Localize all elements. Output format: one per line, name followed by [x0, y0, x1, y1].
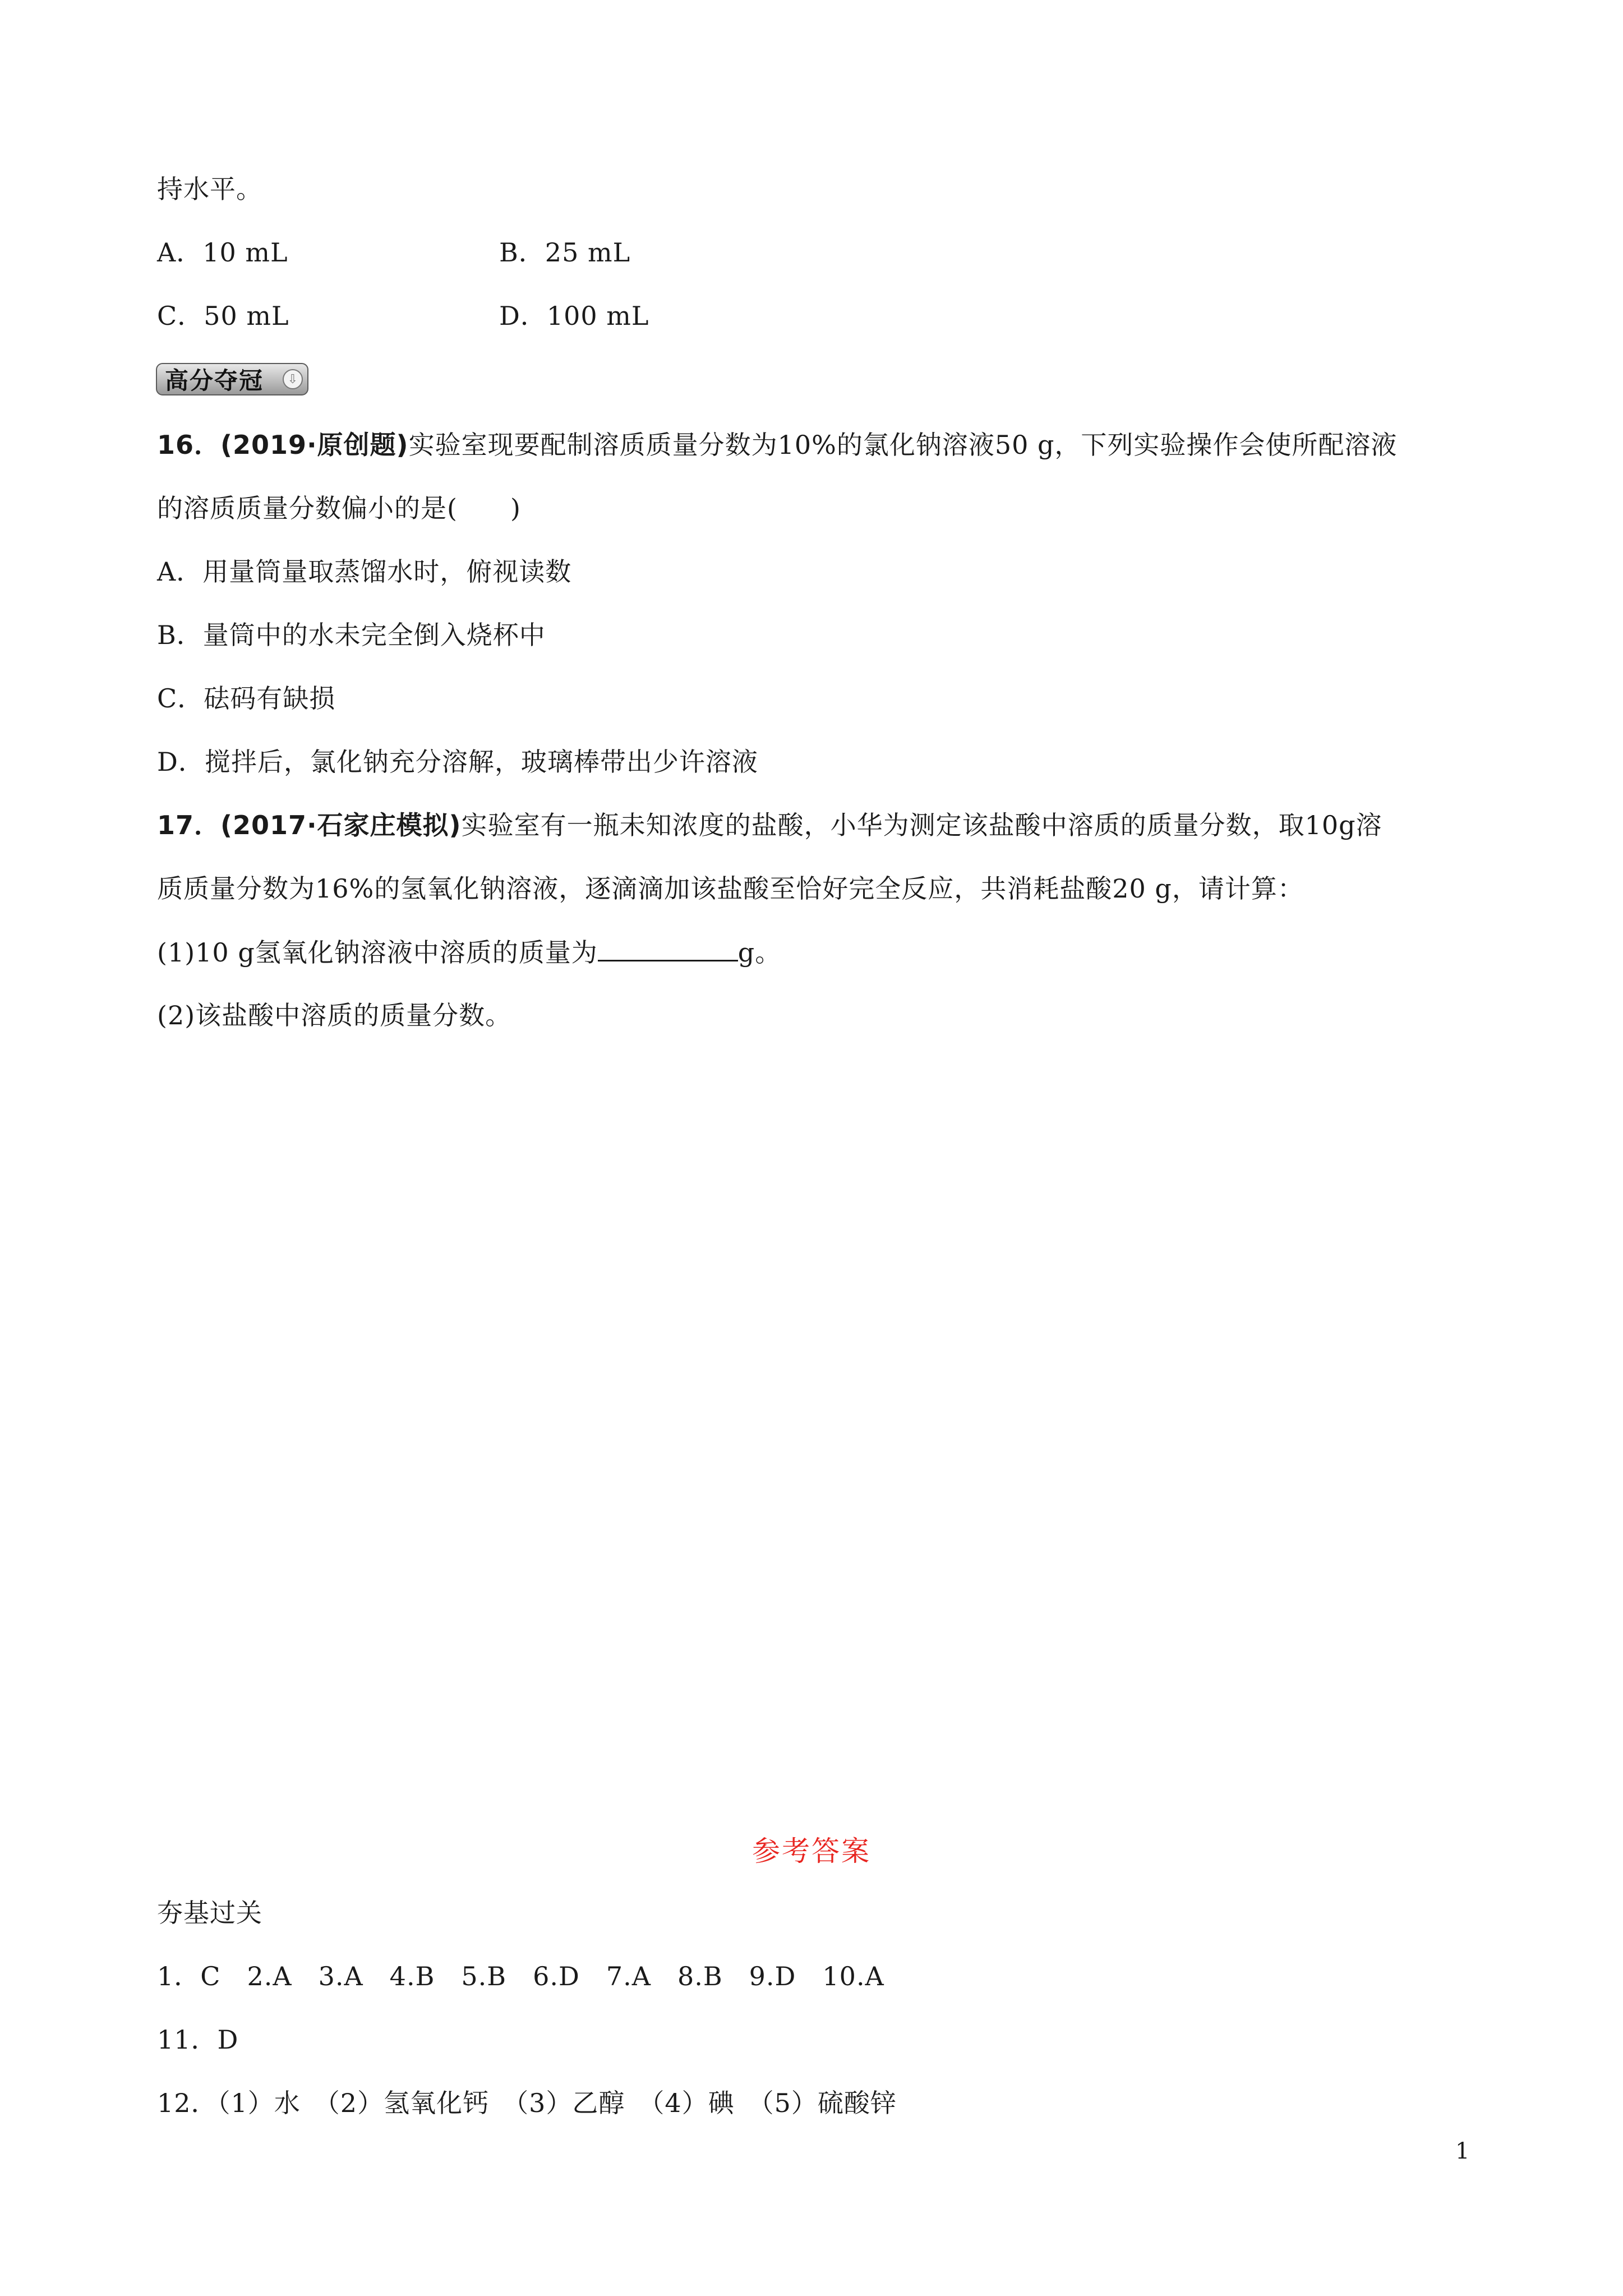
answers-title: 参考答案: [752, 1835, 871, 1867]
answers-line2: 11．D: [157, 2024, 239, 2055]
page-number: 1: [1455, 2138, 1470, 2164]
q16-stem-line1: [157, 428, 1397, 462]
q17-sub1-prefix: (1)10 g氢氧化钠溶液中溶质的质量为: [157, 937, 598, 968]
q17-stem-line1: [157, 808, 1382, 842]
q16-source: (2019·原创题): [220, 430, 409, 460]
q16-option-b: B．量筒中的水未完全倒入烧杯中: [157, 620, 546, 650]
section-badge-label: 高分夺冠: [165, 367, 264, 394]
q16-option-c: C．砝码有缺损: [157, 683, 336, 714]
q16-number: 16．: [157, 430, 221, 460]
q15-option-b: B．25 mL: [499, 237, 631, 268]
q16-stem-text1: 实验室现要配制溶质质量分数为10%的氯化钠溶液50 g，下列实验操作会使所配溶液: [408, 430, 1398, 460]
q17-stem-text1: 实验室有一瓶未知浓度的盐酸，小华为测定该盐酸中溶质的质量分数，取10g溶: [461, 810, 1382, 840]
answers-section: 夯基过关: [157, 1898, 262, 1928]
q17-source: (2017·石家庄模拟): [220, 810, 462, 840]
q16-option-a: A．用量筒量取蒸馏水时，俯视读数: [157, 556, 572, 587]
q17-sub2: (2)该盐酸中溶质的质量分数。: [157, 1000, 512, 1030]
answers-line1: 1．C 2.A 3.A 4.B 5.B 6.D 7.A 8.B 9.D 10.A: [157, 1961, 884, 1991]
q17-sub1-suffix: g。: [737, 937, 782, 968]
answers-line3: 12．（1）水 （2）氢氧化钙 （3）乙醇 （4）碘 （5）硫酸锌: [157, 2088, 897, 2118]
q17-stem-line2: 质质量分数为16%的氢氧化钠溶液，逐滴滴加该盐酸至恰好完全反应，共消耗盐酸20 g，请计算：: [157, 873, 1304, 904]
q15-tail: 持水平。: [157, 174, 262, 204]
arrow-down-icon: ⇩: [283, 369, 303, 389]
answer-blank: [598, 935, 738, 961]
q15-option-a: A．10 mL: [157, 237, 288, 268]
q15-option-d: D．100 mL: [499, 301, 649, 331]
q15-option-c: C．50 mL: [157, 301, 289, 331]
section-badge: [156, 363, 308, 395]
q16-option-d: D．搅拌后，氯化钠充分溶解，玻璃棒带出少许溶液: [157, 747, 758, 777]
q16-stem-line2: 的溶质质量分数偏小的是( ): [157, 493, 521, 523]
q17-number: 17．: [157, 810, 221, 840]
q17-sub1: [157, 935, 781, 969]
